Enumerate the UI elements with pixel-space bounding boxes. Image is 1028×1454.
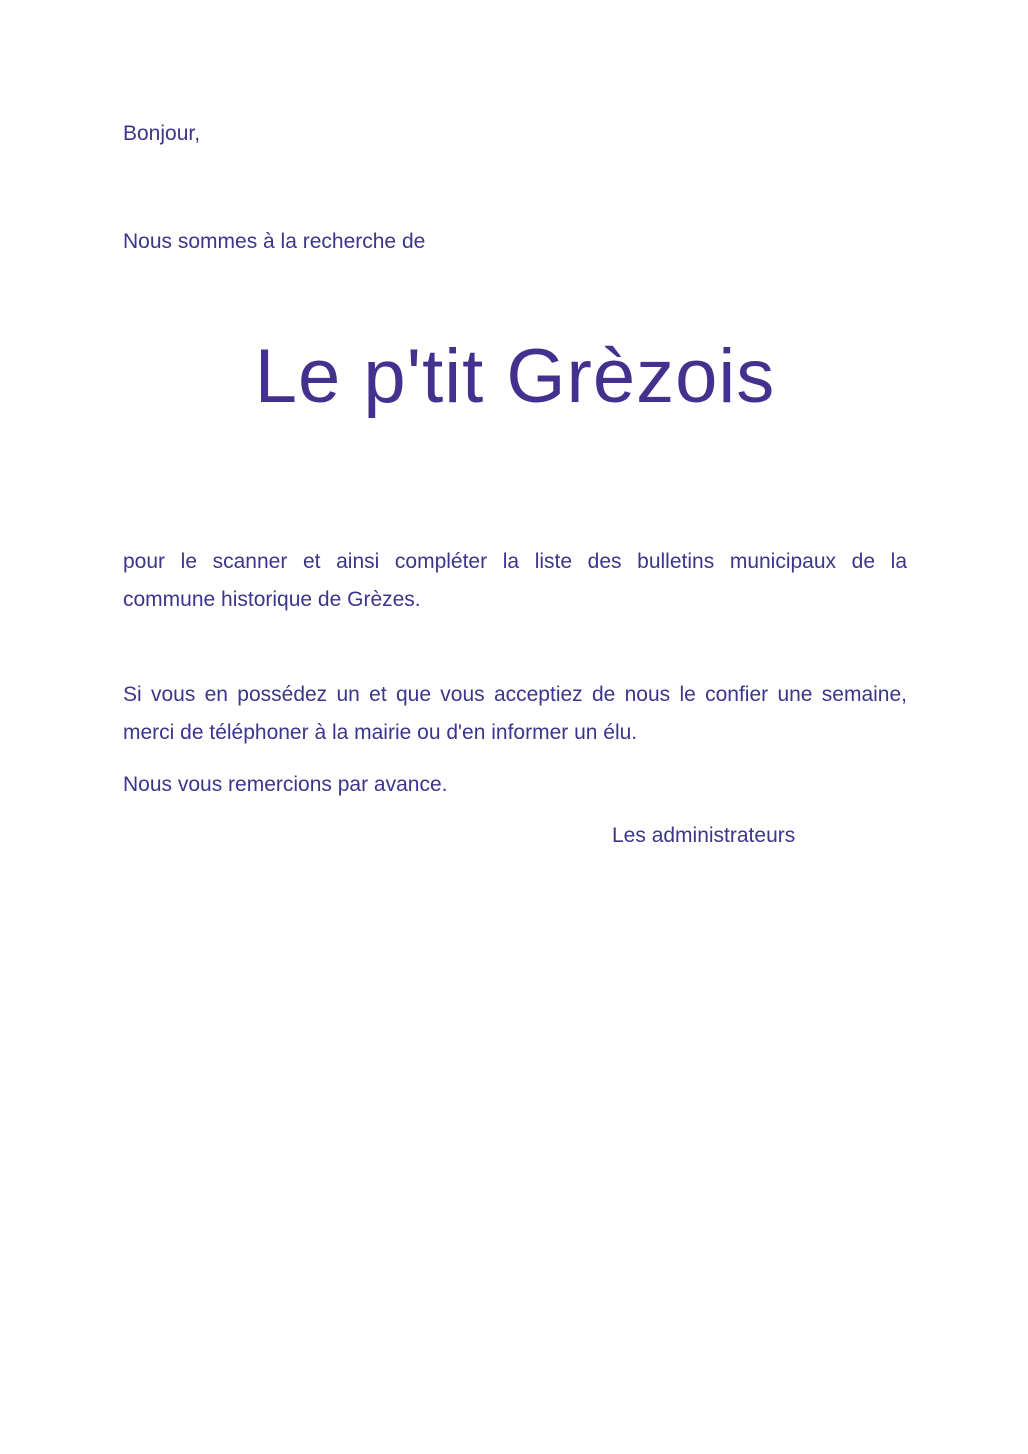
paragraph-scan bbox=[123, 423, 907, 619]
intro-text: Nous sommes à la recherche de bbox=[123, 230, 426, 253]
paragraph-confier bbox=[123, 619, 907, 752]
bulletin-title: Le p'tit Grèzois bbox=[254, 334, 776, 419]
paragraph-scan-line-2: commune historique de Grèzes. bbox=[123, 588, 421, 611]
paragraph-thanks-line-1: Nous vous remercions par avance. bbox=[123, 773, 448, 796]
signature-text: Les administrateurs bbox=[612, 824, 796, 847]
paragraph-thanks bbox=[123, 752, 907, 804]
paragraph-scan-line-1: pour le scanner et ainsi compléter la liste des bulletins municipaux de la bbox=[123, 550, 907, 573]
paragraph-confier-line-2: merci de téléphoner à la mairie ou d'en informer un élu. bbox=[123, 721, 638, 744]
greeting-text: Bonjour, bbox=[123, 122, 201, 145]
paragraph-confier-line-1: Si vous en possédez un et que vous acceptiez de nous le confier une semaine, bbox=[123, 683, 907, 706]
